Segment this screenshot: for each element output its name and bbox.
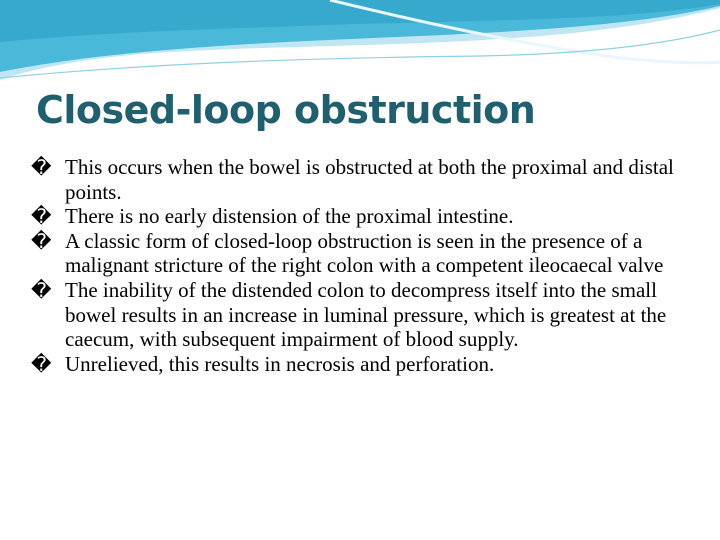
- bullet-text: A classic form of closed-loop obstruction is seen in the presence of a malignant stricture of the right colon with a competent ileocaecal valve: [65, 228, 664, 278]
- bullet-marker-icon: �: [31, 228, 52, 253]
- bullet-marker-icon: �: [31, 204, 52, 229]
- bullet-marker-icon: �: [31, 155, 52, 179]
- bullet-text: This occurs when the bowel is obstructed at both the proximal and distal points.: [65, 155, 674, 204]
- bullet-item: [31, 204, 691, 229]
- bullet-text: Unrelieved, this results in necrosis and perforation.: [65, 351, 495, 376]
- bullet-text: The inability of the distended colon to decompress itself into the small bowel results in an increase in luminal pressure, which is greatest at the caecum, with subsequent impairment of blood supply.: [65, 277, 667, 352]
- bullet-item: [31, 278, 691, 352]
- bullet-marker-icon: �: [31, 351, 52, 376]
- slide-title: Closed-loop obstruction: [36, 88, 536, 132]
- bullet-text: There is no early distension of the proximal intestine.: [65, 204, 514, 229]
- decorative-wave-header: [0, 0, 720, 90]
- bullet-item: [31, 352, 691, 377]
- bullet-list: [31, 155, 691, 376]
- bullet-item: [31, 229, 691, 278]
- bullet-item: [31, 155, 691, 204]
- bullet-marker-icon: �: [31, 277, 52, 302]
